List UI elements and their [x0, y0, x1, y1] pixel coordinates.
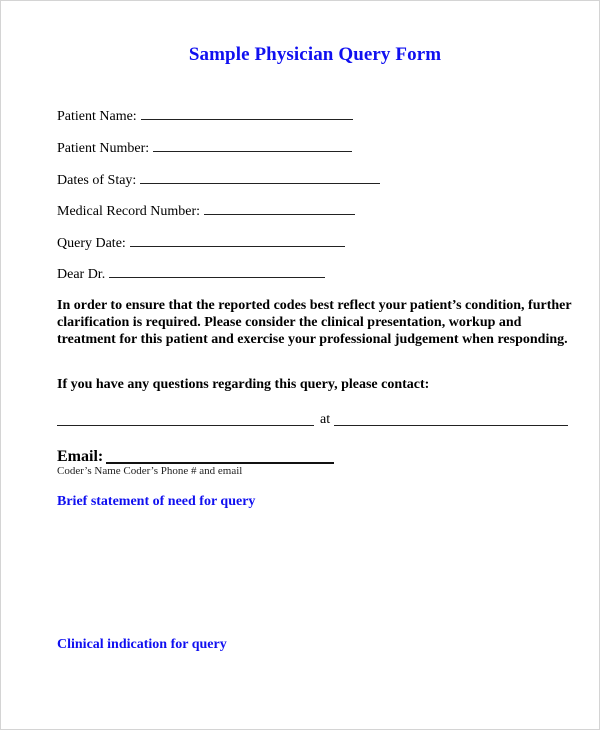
query-date-label: Query Date: — [57, 236, 126, 251]
patient-name-label: Patient Name: — [57, 109, 137, 124]
brief-statement-heading: Brief statement of need for query — [57, 494, 256, 509]
query-date-blank[interactable] — [130, 234, 345, 247]
dear-dr-field — [57, 265, 325, 283]
contact-prompt: If you have any questions regarding this query, please contact: — [57, 377, 430, 392]
medical-record-number-blank[interactable] — [204, 202, 355, 215]
contact-name-blank[interactable] — [57, 424, 314, 426]
patient-name-blank[interactable] — [141, 107, 353, 120]
email-blank[interactable] — [106, 462, 334, 464]
clinical-indication-heading: Clinical indication for query — [57, 637, 227, 652]
medical-record-number-field — [57, 202, 355, 220]
query-date-field — [57, 234, 345, 252]
dear-dr-label: Dear Dr. — [57, 267, 106, 282]
contact-at-label: at — [320, 412, 331, 427]
dates-of-stay-label: Dates of Stay: — [57, 173, 137, 188]
dear-dr-blank[interactable] — [109, 265, 325, 278]
dates-of-stay-blank[interactable] — [140, 171, 380, 184]
contact-phone-blank[interactable] — [334, 424, 568, 426]
email-label: Email: — [57, 448, 104, 465]
patient-name-field — [57, 107, 353, 125]
dates-of-stay-field — [57, 171, 380, 189]
patient-number-field — [57, 139, 352, 157]
patient-number-label: Patient Number: — [57, 141, 150, 156]
patient-number-blank[interactable] — [153, 139, 352, 152]
intro-paragraph: In order to ensure that the reported codes best reflect your patient’s condition, further clarification is required. Please consider the clinical presentation, workup and treatment for this patient and exercise your professional judgement when responding. — [57, 298, 572, 347]
email-caption: Coder’s Name Coder’s Phone # and email — [57, 465, 243, 477]
medical-record-number-label: Medical Record Number: — [57, 204, 201, 219]
form-title: Sample Physician Query Form — [188, 44, 442, 65]
